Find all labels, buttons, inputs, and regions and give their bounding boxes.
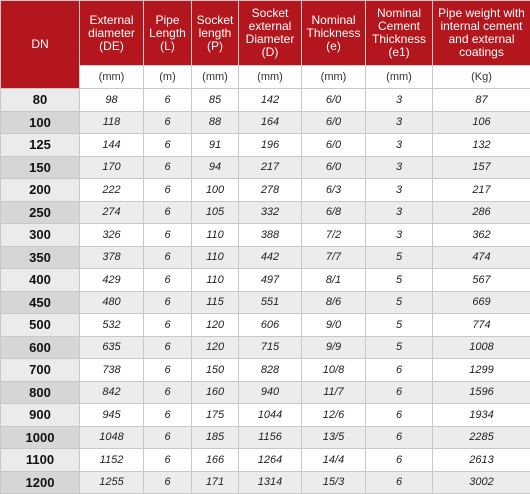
cement-thickness-cell: 3 xyxy=(366,201,433,224)
socket-length-cell: 166 xyxy=(192,449,239,472)
external-diameter-cell: 98 xyxy=(80,89,144,112)
nominal-thickness-cell: 6/0 xyxy=(302,89,366,112)
nominal-thickness-cell: 10/8 xyxy=(302,359,366,382)
dn-cell: 1100 xyxy=(1,449,80,472)
nominal-thickness-cell: 8/6 xyxy=(302,291,366,314)
external-diameter-cell: 170 xyxy=(80,156,144,179)
socket-length-cell: 110 xyxy=(192,269,239,292)
cement-thickness-cell: 3 xyxy=(366,179,433,202)
dn-cell: 200 xyxy=(1,179,80,202)
external-diameter-cell: 842 xyxy=(80,381,144,404)
cement-thickness-cell: 5 xyxy=(366,291,433,314)
pipe-weight-cell: 1008 xyxy=(433,336,530,359)
cement-thickness-cell: 5 xyxy=(366,336,433,359)
pipe-length-cell: 6 xyxy=(144,404,192,427)
nominal-thickness-cell: 12/6 xyxy=(302,404,366,427)
socket-external-diameter-cell: 497 xyxy=(239,269,302,292)
cement-thickness-cell: 6 xyxy=(366,381,433,404)
socket-external-diameter-cell: 332 xyxy=(239,201,302,224)
table-row xyxy=(1,404,530,427)
table-row xyxy=(1,471,530,494)
pipe-weight-cell: 362 xyxy=(433,224,530,247)
external-diameter-cell: 378 xyxy=(80,246,144,269)
socket-length-cell: 105 xyxy=(192,201,239,224)
dn-cell: 900 xyxy=(1,404,80,427)
cement-thickness-cell: 6 xyxy=(366,449,433,472)
col-header-cement-thickness: Nominal Cement Thickness (e1) xyxy=(366,1,433,66)
pipe-weight-cell: 2285 xyxy=(433,426,530,449)
external-diameter-cell: 326 xyxy=(80,224,144,247)
header-row xyxy=(1,1,530,66)
pipe-length-cell: 6 xyxy=(144,246,192,269)
socket-length-cell: 94 xyxy=(192,156,239,179)
nominal-thickness-cell: 8/1 xyxy=(302,269,366,292)
external-diameter-cell: 738 xyxy=(80,359,144,382)
table-row xyxy=(1,269,530,292)
socket-length-cell: 175 xyxy=(192,404,239,427)
table-row xyxy=(1,111,530,134)
cement-thickness-cell: 3 xyxy=(366,224,433,247)
external-diameter-cell: 1048 xyxy=(80,426,144,449)
dn-cell: 125 xyxy=(1,134,80,157)
dn-cell: 500 xyxy=(1,314,80,337)
table-row xyxy=(1,201,530,224)
dn-column-header: DN xyxy=(1,1,80,89)
socket-external-diameter-cell: 940 xyxy=(239,381,302,404)
pipe-length-cell: 6 xyxy=(144,156,192,179)
table-row xyxy=(1,381,530,404)
pipe-weight-cell: 217 xyxy=(433,179,530,202)
socket-external-diameter-cell: 715 xyxy=(239,336,302,359)
table-row xyxy=(1,314,530,337)
units-row xyxy=(1,66,530,89)
socket-length-cell: 171 xyxy=(192,471,239,494)
pipe-weight-cell: 1299 xyxy=(433,359,530,382)
external-diameter-cell: 222 xyxy=(80,179,144,202)
socket-length-cell: 185 xyxy=(192,426,239,449)
dn-cell: 300 xyxy=(1,224,80,247)
pipe-weight-cell: 87 xyxy=(433,89,530,112)
socket-external-diameter-cell: 606 xyxy=(239,314,302,337)
pipe-length-cell: 6 xyxy=(144,179,192,202)
external-diameter-cell: 274 xyxy=(80,201,144,224)
nominal-thickness-cell: 11/7 xyxy=(302,381,366,404)
socket-length-cell: 100 xyxy=(192,179,239,202)
pipe-length-cell: 6 xyxy=(144,471,192,494)
external-diameter-cell: 1152 xyxy=(80,449,144,472)
cement-thickness-cell: 3 xyxy=(366,156,433,179)
dn-cell: 150 xyxy=(1,156,80,179)
table-row xyxy=(1,291,530,314)
table-row xyxy=(1,246,530,269)
pipe-weight-cell: 669 xyxy=(433,291,530,314)
cement-thickness-cell: 6 xyxy=(366,426,433,449)
dn-cell: 250 xyxy=(1,201,80,224)
pipe-length-cell: 6 xyxy=(144,224,192,247)
dn-cell: 1000 xyxy=(1,426,80,449)
cement-thickness-cell: 6 xyxy=(366,404,433,427)
pipe-length-cell: 6 xyxy=(144,336,192,359)
pipe-length-cell: 6 xyxy=(144,269,192,292)
cement-thickness-cell: 5 xyxy=(366,246,433,269)
nominal-thickness-cell: 6/8 xyxy=(302,201,366,224)
nominal-thickness-cell: 6/3 xyxy=(302,179,366,202)
cement-thickness-cell: 6 xyxy=(366,359,433,382)
dn-cell: 1200 xyxy=(1,471,80,494)
pipe-length-cell: 6 xyxy=(144,449,192,472)
external-diameter-cell: 118 xyxy=(80,111,144,134)
nominal-thickness-cell: 15/3 xyxy=(302,471,366,494)
pipe-weight-cell: 1934 xyxy=(433,404,530,427)
pipe-weight-cell: 132 xyxy=(433,134,530,157)
pipe-length-cell: 6 xyxy=(144,426,192,449)
socket-length-cell: 115 xyxy=(192,291,239,314)
dn-cell: 400 xyxy=(1,269,80,292)
col-header-socket-length: Socket length (P) xyxy=(192,1,239,66)
socket-external-diameter-cell: 1264 xyxy=(239,449,302,472)
table-row xyxy=(1,426,530,449)
socket-external-diameter-cell: 828 xyxy=(239,359,302,382)
dn-cell: 350 xyxy=(1,246,80,269)
pipe-length-cell: 6 xyxy=(144,111,192,134)
pipe-length-cell: 6 xyxy=(144,314,192,337)
table-row xyxy=(1,359,530,382)
table-row xyxy=(1,156,530,179)
pipe-weight-cell: 474 xyxy=(433,246,530,269)
table-row xyxy=(1,179,530,202)
table-row xyxy=(1,224,530,247)
external-diameter-cell: 480 xyxy=(80,291,144,314)
external-diameter-cell: 945 xyxy=(80,404,144,427)
unit-socket-external-diameter: (mm) xyxy=(239,66,302,89)
nominal-thickness-cell: 13/5 xyxy=(302,426,366,449)
socket-length-cell: 160 xyxy=(192,381,239,404)
pipe-length-cell: 6 xyxy=(144,134,192,157)
nominal-thickness-cell: 9/0 xyxy=(302,314,366,337)
cement-thickness-cell: 5 xyxy=(366,269,433,292)
unit-socket-length: (mm) xyxy=(192,66,239,89)
unit-nominal-thickness: (mm) xyxy=(302,66,366,89)
pipe-weight-cell: 774 xyxy=(433,314,530,337)
socket-external-diameter-cell: 442 xyxy=(239,246,302,269)
nominal-thickness-cell: 14/4 xyxy=(302,449,366,472)
socket-length-cell: 110 xyxy=(192,224,239,247)
table-row xyxy=(1,134,530,157)
col-header-pipe-weight: Pipe weight with internal cement and external coatings xyxy=(433,1,530,66)
cement-thickness-cell: 3 xyxy=(366,111,433,134)
pipe-weight-cell: 106 xyxy=(433,111,530,134)
pipe-weight-cell: 157 xyxy=(433,156,530,179)
pipe-length-cell: 6 xyxy=(144,381,192,404)
table-row xyxy=(1,336,530,359)
cement-thickness-cell: 3 xyxy=(366,134,433,157)
socket-external-diameter-cell: 217 xyxy=(239,156,302,179)
socket-external-diameter-cell: 164 xyxy=(239,111,302,134)
socket-length-cell: 110 xyxy=(192,246,239,269)
socket-length-cell: 85 xyxy=(192,89,239,112)
nominal-thickness-cell: 6/0 xyxy=(302,156,366,179)
cement-thickness-cell: 5 xyxy=(366,314,433,337)
nominal-thickness-cell: 7/7 xyxy=(302,246,366,269)
table-row xyxy=(1,89,530,112)
table-row xyxy=(1,449,530,472)
pipe-weight-cell: 286 xyxy=(433,201,530,224)
pipe-length-cell: 6 xyxy=(144,291,192,314)
unit-external-diameter: (mm) xyxy=(80,66,144,89)
cement-thickness-cell: 6 xyxy=(366,471,433,494)
col-header-pipe-length: Pipe Length (L) xyxy=(144,1,192,66)
dn-cell: 450 xyxy=(1,291,80,314)
pipe-weight-cell: 567 xyxy=(433,269,530,292)
socket-external-diameter-cell: 278 xyxy=(239,179,302,202)
unit-pipe-length: (m) xyxy=(144,66,192,89)
socket-external-diameter-cell: 388 xyxy=(239,224,302,247)
socket-external-diameter-cell: 142 xyxy=(239,89,302,112)
pipe-length-cell: 6 xyxy=(144,201,192,224)
dn-cell: 600 xyxy=(1,336,80,359)
nominal-thickness-cell: 6/0 xyxy=(302,111,366,134)
external-diameter-cell: 144 xyxy=(80,134,144,157)
dn-cell: 80 xyxy=(1,89,80,112)
pipe-weight-cell: 2613 xyxy=(433,449,530,472)
socket-external-diameter-cell: 1156 xyxy=(239,426,302,449)
socket-length-cell: 88 xyxy=(192,111,239,134)
dn-cell: 100 xyxy=(1,111,80,134)
col-header-socket-external-diameter: Socket external Diameter (D) xyxy=(239,1,302,66)
external-diameter-cell: 635 xyxy=(80,336,144,359)
unit-pipe-weight: (Kg) xyxy=(433,66,530,89)
cement-thickness-cell: 3 xyxy=(366,89,433,112)
socket-external-diameter-cell: 196 xyxy=(239,134,302,157)
pipe-weight-cell: 3002 xyxy=(433,471,530,494)
socket-length-cell: 91 xyxy=(192,134,239,157)
socket-external-diameter-cell: 551 xyxy=(239,291,302,314)
pipe-length-cell: 6 xyxy=(144,89,192,112)
socket-length-cell: 120 xyxy=(192,314,239,337)
table-body xyxy=(1,89,530,494)
nominal-thickness-cell: 7/2 xyxy=(302,224,366,247)
nominal-thickness-cell: 9/9 xyxy=(302,336,366,359)
socket-external-diameter-cell: 1314 xyxy=(239,471,302,494)
dn-cell: 700 xyxy=(1,359,80,382)
socket-external-diameter-cell: 1044 xyxy=(239,404,302,427)
socket-length-cell: 120 xyxy=(192,336,239,359)
external-diameter-cell: 429 xyxy=(80,269,144,292)
dn-cell: 800 xyxy=(1,381,80,404)
pipe-weight-cell: 1596 xyxy=(433,381,530,404)
socket-length-cell: 150 xyxy=(192,359,239,382)
col-header-nominal-thickness: Nominal Thickness (e) xyxy=(302,1,366,66)
external-diameter-cell: 532 xyxy=(80,314,144,337)
external-diameter-cell: 1255 xyxy=(80,471,144,494)
pipe-length-cell: 6 xyxy=(144,359,192,382)
unit-cement-thickness: (mm) xyxy=(366,66,433,89)
nominal-thickness-cell: 6/0 xyxy=(302,134,366,157)
col-header-external-diameter: External diameter (DE) xyxy=(80,1,144,66)
